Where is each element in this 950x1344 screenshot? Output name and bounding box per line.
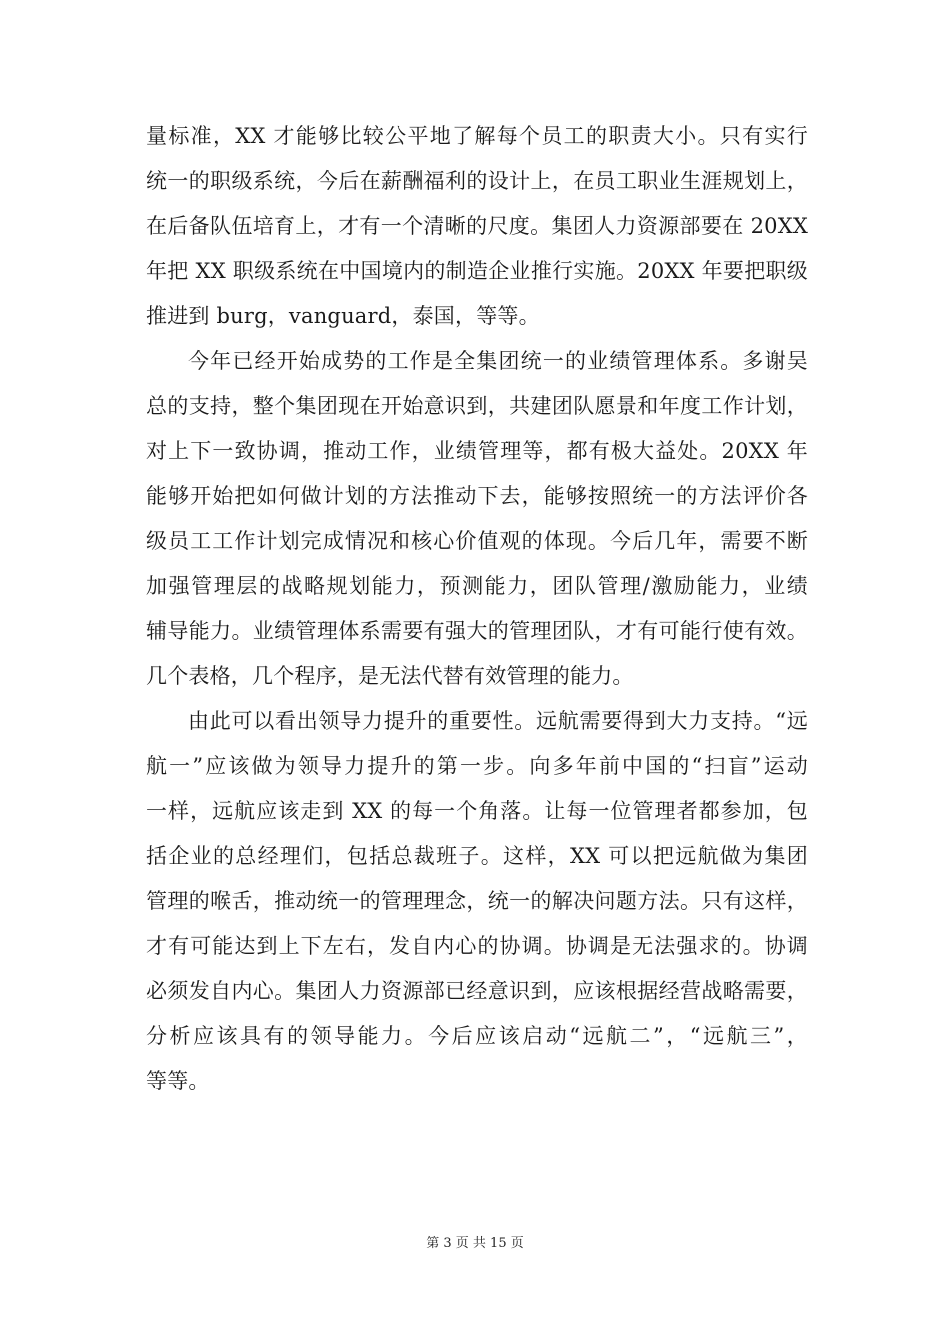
text-line: 辅导能力。业绩管理体系需要有强大的管理团队，才有可能行使有效。: [146, 619, 808, 643]
paragraph-1: [146, 114, 808, 339]
text-line: 航一”应该做为领导力提升的第一步。向多年前中国的“扫盲”运动: [146, 754, 808, 778]
text-line: 加强管理层的战略规划能力，预测能力，团队管理/激励能力，业绩: [146, 574, 808, 598]
text-line: 今年已经开始成势的工作是全集团统一的业绩管理体系。多谢吴: [188, 349, 808, 373]
text-line: 管理的喉舌，推动统一的管理理念，统一的解决问题方法。只有这样，: [146, 889, 808, 913]
text-line: 统一的职级系统，今后在薪酬福利的设计上，在员工职业生涯规划上，: [146, 169, 808, 193]
text-line: 级员工工作计划完成情况和核心价值观的体现。今后几年，需要不断: [146, 529, 808, 553]
page-number-footer: 第 3 页 共 15 页: [426, 1236, 524, 1251]
body-text: [146, 114, 808, 1104]
text-line: 总的支持，整个集团现在开始意识到，共建团队愿景和年度工作计划，: [146, 394, 808, 418]
text-line: 推进到 burg，vanguard，泰国，等等。: [146, 304, 540, 328]
text-line: 等等。: [146, 1069, 210, 1093]
text-line: 几个表格，几个程序，是无法代替有效管理的能力。: [146, 664, 634, 688]
text-line: 由此可以看出领导力提升的重要性。远航需要得到大力支持。“远: [188, 709, 808, 733]
paragraph-2: [146, 339, 808, 699]
text-line: 一样，远航应该走到 XX 的每一个角落。让每一位管理者都参加，包: [146, 799, 808, 823]
text-line: 对上下一致协调，推动工作，业绩管理等，都有极大益处。20XX 年: [146, 439, 808, 463]
text-line: 能够开始把如何做计划的方法推动下去，能够按照统一的方法评价各: [146, 484, 808, 508]
text-line: 必须发自内心。集团人力资源部已经意识到，应该根据经营战略需要，: [146, 979, 808, 1003]
text-line: 量标准，XX 才能够比较公平地了解每个员工的职责大小。只有实行: [146, 124, 808, 148]
text-line: 括企业的总经理们，包括总裁班子。这样，XX 可以把远航做为集团: [146, 844, 808, 868]
text-line: 分析应该具有的领导能力。今后应该启动“远航二”，“远航三”，: [146, 1024, 808, 1048]
text-line: 年把 XX 职级系统在中国境内的制造企业推行实施。20XX 年要把职级: [146, 259, 808, 283]
paragraph-3: [146, 699, 808, 1104]
text-line: 在后备队伍培育上，才有一个清晰的尺度。集团人力资源部要在 20XX: [146, 214, 808, 238]
text-line: 才有可能达到上下左右，发自内心的协调。协调是无法强求的。协调: [146, 934, 808, 958]
